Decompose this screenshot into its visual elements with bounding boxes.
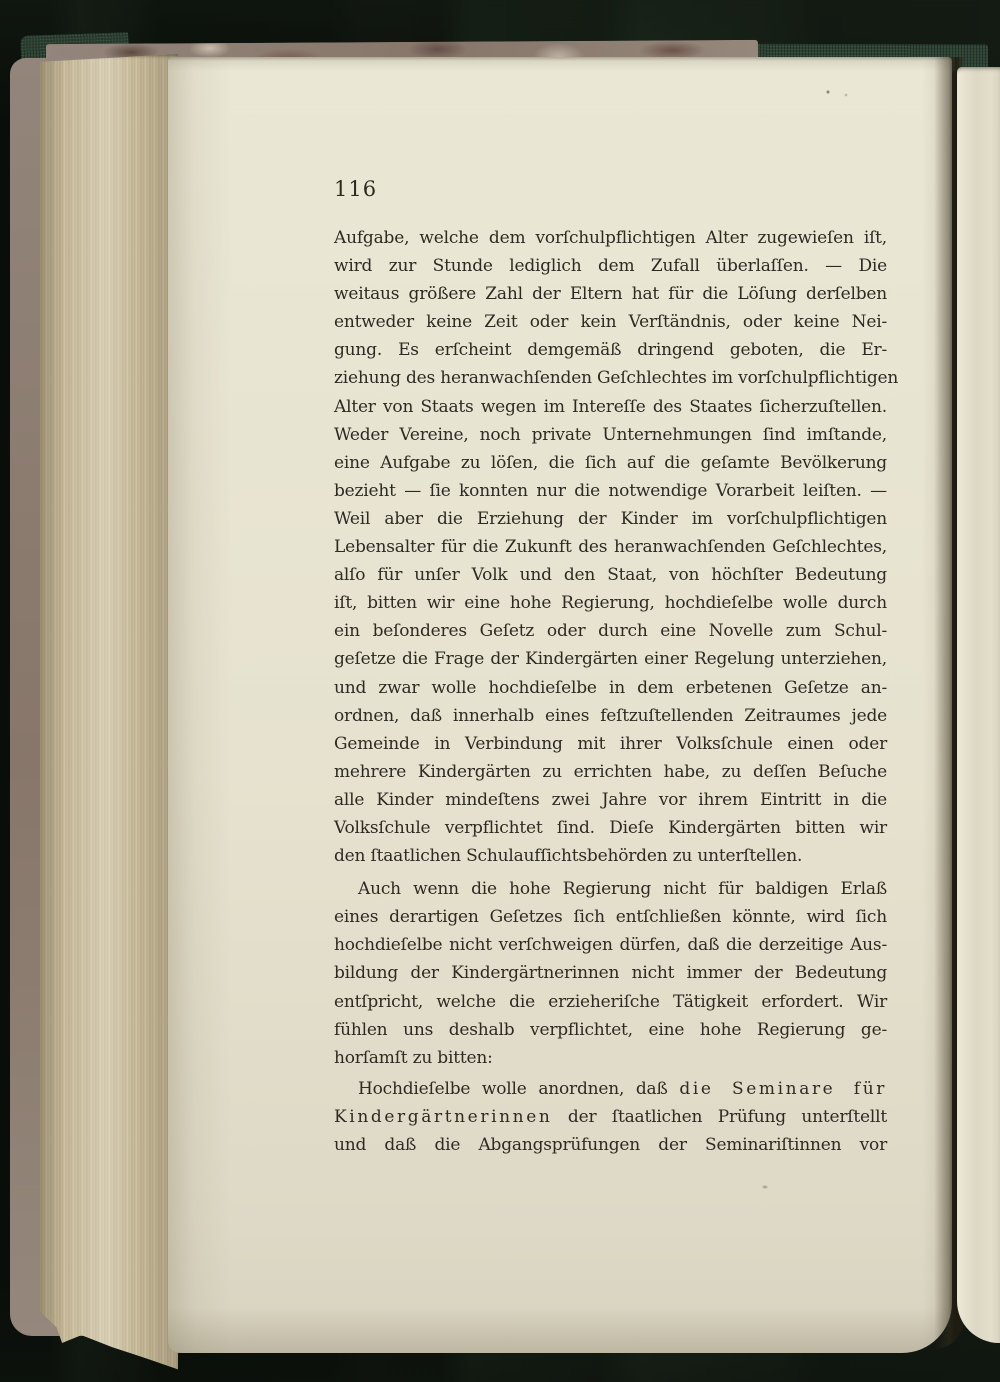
text-line: eine Aufgabe zu löſen, die ſich auf die geſamte Bevölkerung xyxy=(334,452,887,473)
text-line xyxy=(334,1103,887,1131)
text-line: fühlen uns deshalb verpflichtet, eine hohe Regierung ge- xyxy=(334,1019,887,1040)
page-number: 116 xyxy=(334,177,378,201)
text-line: geſetze die Frage der Kindergärten einer Regelung unterziehen, xyxy=(334,649,887,670)
text-line: entſpricht, welche die erzieheriſche Tätigkeit erfordert. Wir xyxy=(334,991,887,1012)
text-segment: der ſtaatlichen Prüfung unterſtellt xyxy=(567,1106,887,1127)
text-line: alſo für unſer Volk und den Staat, von höchſter Bedeutung xyxy=(334,565,887,586)
text-line: und zwar wolle hochdieſelbe in dem erbetenen Geſetze an- xyxy=(334,677,887,698)
text-line: Alter von Staats wegen im Intereſſe des Staates ſicherzuſtellen. xyxy=(334,396,887,417)
text-line: Auch wenn die hohe Regierung nicht für baldigen Erlaß xyxy=(358,879,887,900)
paragraph-2 xyxy=(334,875,887,1072)
text-line: mehrere Kindergärten zu errichten habe, zu deſſen Beſuche xyxy=(334,761,887,782)
text-line: hochdieſelbe nicht verſchweigen dürfen, daß die derzeitige Aus- xyxy=(334,935,887,956)
text-line: ordnen, daß innerhalb eines feſtzuſtellenden Zeitraumes jede xyxy=(334,705,887,726)
text-line: weitaus größere Zahl der Eltern hat für die Löſung derſelben xyxy=(334,284,887,305)
paragraph-3 xyxy=(334,1075,887,1159)
text-line: bildung der Kindergärtnerinnen nicht immer der Bedeutung xyxy=(334,963,887,984)
text-line: eines derartigen Geſetzes ſich entſchließen könnte, wird ſich xyxy=(334,907,887,928)
right-page-sliver xyxy=(957,67,1000,1343)
text-line: gung. Es erſcheint demgemäß dringend geboten, die Er- xyxy=(334,340,887,361)
text-line xyxy=(334,1075,887,1103)
text-line: den ſtaatlichen Schulaufſichtsbehörden zu unterſtellen. xyxy=(334,846,803,867)
fore-edge-page-stack xyxy=(40,54,178,1372)
paragraph-1 xyxy=(334,224,899,870)
text-line: horſamſt zu bitten: xyxy=(334,1047,493,1068)
text-line: und daß die Abgangsprüfungen der Seminariſtinnen vor xyxy=(334,1135,887,1155)
text-line: iſt, bitten wir eine hohe Regierung, hochdieſelbe wolle durch xyxy=(334,593,887,614)
text-line: Weil aber die Erziehung der Kinder im vorſchulpflichtigen xyxy=(334,508,887,529)
text-line: ein beſonderes Geſetz oder durch eine Novelle zum Schul- xyxy=(334,621,887,642)
text-segment-letterspaced: die Seminare für xyxy=(679,1078,887,1099)
text-line: ziehung des heranwachſenden Geſchlechtes im vorſchulpflichtigen xyxy=(334,368,899,389)
text-line: Lebensalter für die Zukunft des heranwachſenden Geſchlechtes, xyxy=(334,537,887,558)
text-block xyxy=(334,176,899,1159)
text-line: Volksſchule verpflichtet ſind. Dieſe Kindergärten bitten wir xyxy=(334,817,887,838)
text-segment-letterspaced: Kindergärtnerinnen xyxy=(334,1106,553,1127)
text-line: bezieht — ſie konnten nur die notwendige Vorarbeit leiſten. — xyxy=(334,480,887,501)
text-line: wird zur Stunde lediglich dem Zufall überlaſſen. — Die xyxy=(334,256,887,277)
text-line: Weder Vereine, noch private Unternehmungen ſind imſtande, xyxy=(334,424,887,445)
text-line: entweder keine Zeit oder kein Verſtändnis, oder keine Nei- xyxy=(334,312,887,333)
text-line: Gemeinde in Verbindung mit ihrer Volksſchule einen oder xyxy=(334,733,887,754)
text-line: alle Kinder mindeſtens zwei Jahre vor ihrem Eintritt in die xyxy=(334,789,887,810)
text-line: Aufgabe, welche dem vorſchulpflichtigen Alter zugewieſen iſt, xyxy=(334,228,887,248)
text-segment: Hochdieſelbe wolle anordnen, daß xyxy=(358,1078,668,1099)
